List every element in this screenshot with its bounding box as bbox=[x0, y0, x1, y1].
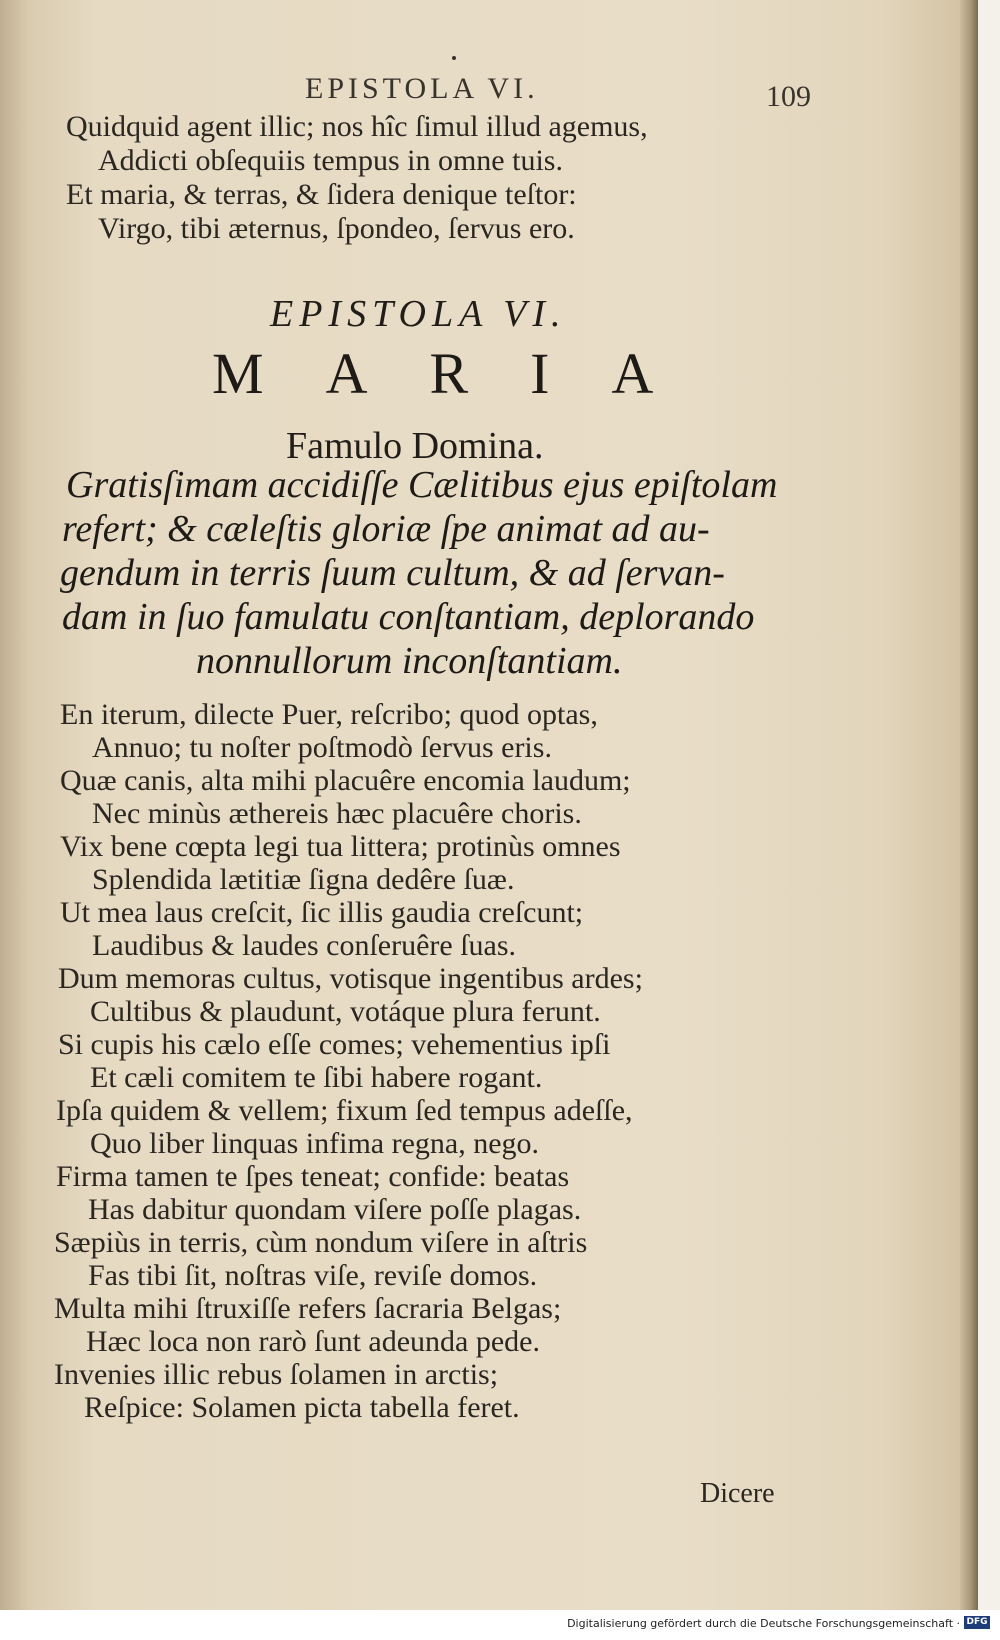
verse-line: Virgo, tibi æternus, ſpondeo, ſervus ero. bbox=[98, 212, 575, 245]
verse-line: Et cæli comitem te ſibi habere rogant. bbox=[90, 1061, 543, 1094]
epistola-title: EPISTOLA VI. bbox=[270, 293, 567, 335]
verse-line: En iterum, dilecte Puer, reſcribo; quod optas, bbox=[60, 698, 598, 731]
verse-line: Et maria, & terras, & ſidera denique teſtor: bbox=[66, 178, 577, 211]
verse-line: Addicti obſequiis tempus in omne tuis. bbox=[98, 144, 563, 177]
verse-line: Sæpiùs in terris, cùm nondum viſere in aſtris bbox=[54, 1226, 588, 1259]
argument-line: Gratisſimam accidiſſe Cælitibus ejus epiſtolam bbox=[66, 464, 778, 506]
catchword: Dicere bbox=[700, 1478, 775, 1509]
page-number: 109 bbox=[766, 80, 811, 113]
verse-line: Nec minùs æthereis hæc placuêre choris. bbox=[92, 797, 582, 830]
dfg-logo: DFG bbox=[964, 1616, 990, 1629]
ornament-dot bbox=[452, 56, 456, 60]
verse-line: Cultibus & plaudunt, votáque plura ferunt. bbox=[90, 995, 601, 1028]
page-edge bbox=[960, 0, 978, 1610]
verse-line: Ut mea laus creſcit, ſic illis gaudia creſcunt; bbox=[60, 896, 584, 929]
verse-line: Dum memoras cultus, votisque ingentibus ardes; bbox=[58, 962, 643, 995]
epistola-subtitle: Famulo Domina. bbox=[286, 425, 544, 467]
verse-line: Laudibus & laudes conſeruêre ſuas. bbox=[92, 929, 517, 962]
verse-line: Annuo; tu noſter poſtmodò ſervus eris. bbox=[92, 731, 552, 764]
argument-line: nonnullorum inconſtantiam. bbox=[196, 640, 623, 682]
verse-line: Quæ canis, alta mihi placuêre encomia laudum; bbox=[60, 764, 631, 797]
argument-line: dam in ſuo famulatu conſtantiam, deplorando bbox=[62, 596, 755, 638]
verse-line: Multa mihi ſtruxiſſe refers ſacraria Belgas; bbox=[54, 1292, 562, 1325]
verse-line: Vix bene cœpta legi tua littera; protinùs omnes bbox=[60, 830, 621, 863]
verse-line: Si cupis his cælo eſſe comes; vehementius ipſi bbox=[58, 1028, 611, 1061]
verse-line: Fas tibi ſit, noſtras viſe, reviſe domos. bbox=[88, 1259, 538, 1292]
running-head: EPISTOLA VI. bbox=[305, 72, 539, 105]
verse-line: Invenies illic rebus ſolamen in arctis; bbox=[54, 1358, 499, 1391]
argument-line: gendum in terris ſuum cultum, & ad ſervan- bbox=[60, 552, 725, 594]
epistola-name: MARIA bbox=[212, 341, 716, 406]
verse-line: Quo liber linquas infima regna, nego. bbox=[90, 1127, 540, 1160]
verse-line: Firma tamen te ſpes teneat; confide: beatas bbox=[56, 1160, 570, 1193]
verse-line: Has dabitur quondam viſere poſſe plagas. bbox=[88, 1193, 582, 1226]
verse-line: Ipſa quidem & vellem; fixum ſed tempus adeſſe, bbox=[56, 1094, 633, 1127]
verse-line: Hæc loca non rarò ſunt adeunda pede. bbox=[86, 1325, 540, 1358]
verse-line: Reſpice: Solamen picta tabella feret. bbox=[84, 1391, 520, 1424]
argument-line: refert; & cæleſtis gloriæ ſpe animat ad au- bbox=[62, 508, 710, 550]
footer-credit: Digitalisierung gefördert durch die Deutsche Forschungsgemeinschaft · bbox=[567, 1617, 960, 1630]
verse-line: Splendida lætitiæ ſigna dedêre ſuæ. bbox=[92, 863, 515, 896]
verse-line: Quidquid agent illic; nos hîc ſimul illud agemus, bbox=[66, 110, 648, 143]
